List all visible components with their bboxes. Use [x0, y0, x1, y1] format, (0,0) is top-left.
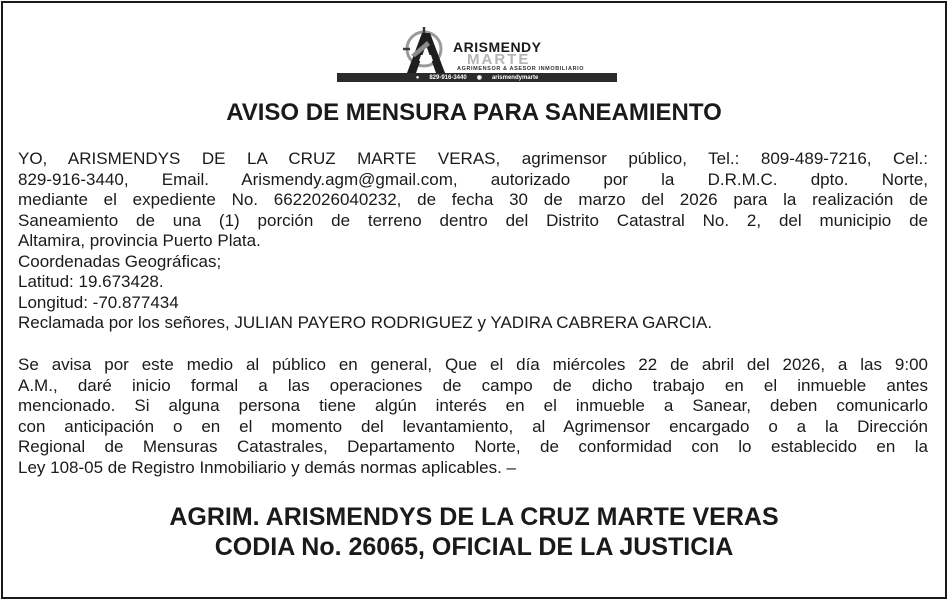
logo-name-bottom: MARTE: [467, 51, 531, 68]
phone-icon: ●: [415, 74, 420, 81]
paragraph-line: con anticipación o en el momento del levantamiento, al Agrimensor encargado o a la Dirección: [18, 416, 928, 436]
notice-title: AVISO DE MENSURA PARA SANEAMIENTO: [226, 99, 722, 126]
paragraph-line: mediante el expediente No. 6622026040232, de fecha 30 de marzo del 2026 para la realización de: [18, 190, 928, 209]
logo-social: arismendymarte: [491, 74, 539, 81]
paragraph-line: Coordenadas Geográficas;: [18, 251, 222, 271]
signature-credential: CODIA No. 26065, OFICIAL DE LA JUSTICIA: [214, 533, 734, 561]
paragraph-line: YO, ARISMENDYS DE LA CRUZ MARTE VERAS, agrimensor público, Tel.: 809-489-7216, Cel.:: [18, 149, 928, 168]
paragraph-line: Longitud: -70.877434: [18, 292, 179, 312]
logo-phone: 829-916-3440: [429, 74, 467, 81]
paragraph-line: Altamira, provincia Puerto Plata.: [18, 231, 261, 250]
paragraph-line: 829-916-3440, Email. Arismendy.agm@gmail.com, autorizado por la D.R.M.C. dpto. Norte,: [18, 169, 928, 189]
notice-frame: [1, 1, 947, 599]
paragraph-line: Reclamada por los señores, JULIAN PAYERO RODRIGUEZ y YADIRA CABRERA GARCIA.: [18, 313, 713, 332]
paragraph-line: mencionado. Si alguna persona tiene algún interés en el inmueble a Sanear, deben comunicarlo: [18, 396, 928, 415]
surveyor-compass-icon: [397, 27, 457, 75]
notice-paragraph-1: [18, 149, 928, 334]
paragraph-line: Saneamiento de una (1) porción de terreno dentro del Distrito Catastral No. 2, del municipio de: [18, 210, 928, 230]
company-logo: [337, 23, 617, 85]
paragraph-line: Se avisa por este medio al público en general, Que el día miércoles 22 de abril del 2026, a las 9:00: [18, 355, 928, 374]
paragraph-line: Regional de Mensuras Catastrales, Departamento Norte, de conformidad con lo establecido en la: [18, 437, 928, 456]
paragraph-line: Latitud: 19.673428.: [18, 272, 164, 291]
paragraph-line: A.M., daré inicio formal a las operaciones de campo de dicho trabajo en el inmueble antes: [18, 375, 928, 395]
notice-paragraph-2: [18, 355, 928, 478]
signature-name: AGRIM. ARISMENDYS DE LA CRUZ MARTE VERAS: [169, 503, 779, 531]
instagram-icon: ◉: [476, 75, 482, 81]
logo-mark: [397, 27, 585, 77]
logo-contact-bar: [337, 73, 617, 82]
logo-tagline: AGRIMENSOR & ASESOR INMOBILIARIO: [457, 66, 585, 72]
paragraph-line: Ley 108-05 de Registro Inmobiliario y demás normas aplicables. –: [18, 457, 516, 477]
logo-name-top: ARISMENDY: [453, 39, 542, 55]
